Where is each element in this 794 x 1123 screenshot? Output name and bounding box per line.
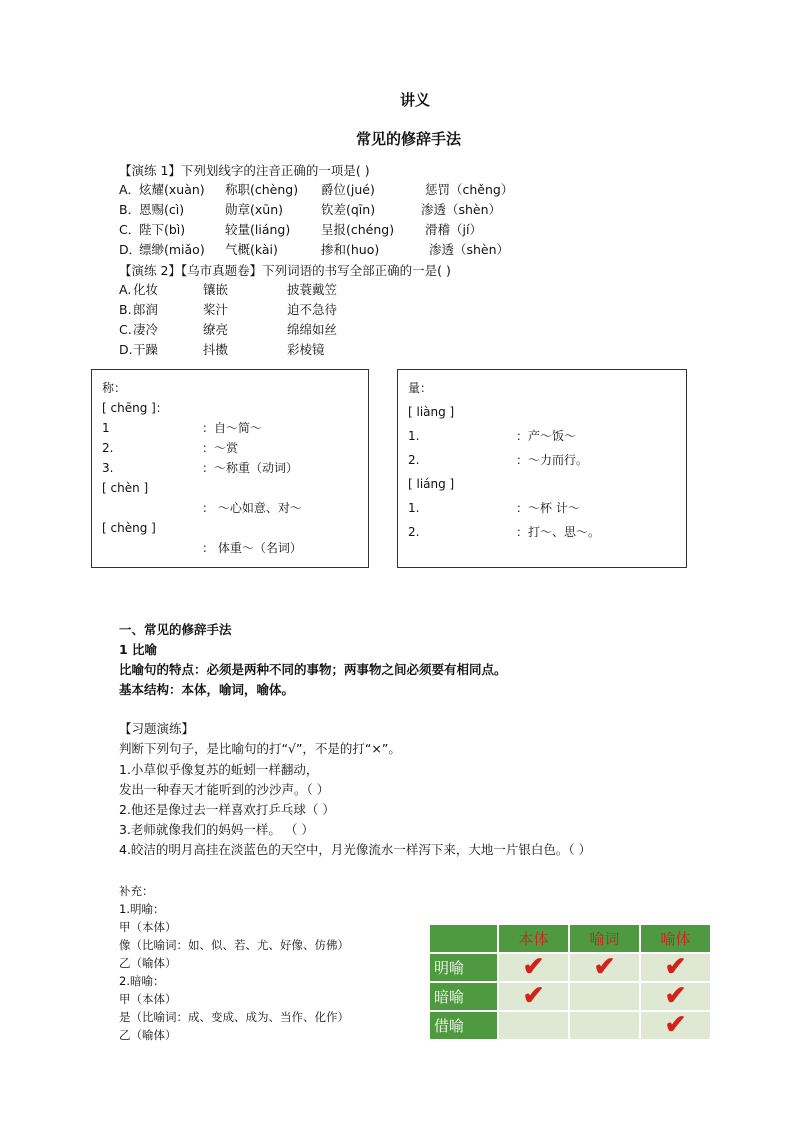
option-key: B. [119, 302, 132, 317]
check-icon: ✔ [664, 980, 687, 1011]
box-line-def: ： ～心如意、对～ [202, 501, 302, 515]
option-key: A． [119, 182, 141, 197]
option-c: 绵绵如丝 [287, 322, 338, 337]
option-key: D. [119, 342, 133, 357]
box-line-def: ：～赏 [202, 441, 239, 455]
supplement-line: 像（比喻词：如、似、若、尤、好像、仿佛） [119, 938, 349, 952]
supplement-line: 甲（本体） [119, 920, 177, 934]
row-label: 明喻 [429, 953, 498, 982]
box-line-num: 2. [408, 453, 420, 467]
ex1-prompt: 【演练 1】下列划线字的注音正确的一项是( ) [119, 163, 370, 178]
table-header-cell: 本体 [498, 924, 569, 953]
ex2-prompt: 【演练 2】【乌市真题卷】下列词语的书写全部正确的一是( ) [119, 263, 451, 278]
supplement-title: 补充： [119, 884, 154, 898]
option-c: 披蓑戴笠 [287, 282, 338, 297]
box-line-def: ：自～简～ [202, 421, 263, 435]
option-d: 渗透（shèn） [421, 202, 502, 217]
ex2-option-row [119, 320, 337, 340]
option-key: D． [119, 242, 142, 257]
option-b: 抖擞 [203, 342, 229, 357]
simile-structure: 基本结构：本体，喻词，喻体。 [119, 682, 295, 697]
option-b: 缭亮 [203, 322, 229, 337]
supplement-line: 是（比喻词：成、变成、成为、当作、化作） [119, 1010, 349, 1024]
check-icon: ✔ [522, 980, 545, 1011]
option-a: 恩赐(cì) [139, 202, 185, 217]
practice-item: 1.小草似乎像复苏的蚯蚓一样翻动， [119, 762, 319, 777]
option-a: 凄冷 [133, 322, 159, 337]
box-line-def: ：产～饭～ [516, 429, 577, 443]
option-c: 彩棱镜 [287, 342, 325, 357]
row-label: 借喻 [429, 1011, 498, 1040]
option-c: 钦差(qīn) [321, 202, 376, 217]
option-a: 干躁 [133, 342, 159, 357]
ex1-option-row [119, 220, 482, 240]
option-c: 呈报(chéng) [321, 222, 395, 237]
option-c: 迫不急待 [287, 302, 338, 317]
practice-item: 发出一种春天才能听到的沙沙声。（ ） [119, 782, 330, 797]
option-c: 爵位(jué) [321, 182, 375, 197]
row-label: 暗喻 [429, 982, 498, 1011]
simile-feature: 比喻句的特点：必须是两种不同的事物；两事物之间必须要有相同点。 [119, 662, 507, 677]
section-heading: 一、常见的修辞手法 [119, 622, 232, 637]
box-line-def: ：～力而行。 [516, 453, 589, 467]
supplement-line: 1.明喻： [119, 902, 165, 916]
practice-item: 2.他还是像过去一样喜欢打乒乓球（ ） [119, 802, 335, 817]
box-line-num: 3. [102, 461, 114, 475]
box-line: [ chèng ] [102, 521, 156, 535]
table-row [429, 982, 711, 1011]
table-row [429, 1011, 711, 1040]
option-b: 镶嵌 [203, 282, 229, 297]
check-icon: ✔ [593, 951, 616, 982]
option-d: 渗透（shèn） [429, 242, 510, 257]
page-title: 讲义 [400, 91, 431, 109]
option-key: B． [119, 202, 141, 217]
option-a: 炫耀(xuàn) [139, 182, 205, 197]
box-head: 称： [102, 381, 127, 395]
definition-box-cheng [91, 369, 369, 568]
box-line-num: 2. [408, 525, 420, 539]
table-header-cell [429, 924, 498, 953]
box-head: 量： [408, 381, 433, 395]
table-header-cell: 喻体 [640, 924, 711, 953]
supplement-line: 乙（喻体） [119, 1028, 177, 1042]
option-key: C. [119, 322, 132, 337]
option-d: 惩罚（chěng） [425, 182, 514, 197]
box-line: [ chēng ]： [102, 401, 168, 415]
option-c: 掺和(huo) [321, 242, 380, 257]
practice-item: 3.老师就像我们的妈妈一样。 （ ） [119, 822, 314, 837]
practice-instruction: 判断下列句子，是比喻句的打“√”，不是的打“×”。 [119, 741, 401, 756]
option-a: 陛下(bì) [139, 222, 186, 237]
metaphor-table [428, 923, 712, 1041]
table-row [429, 953, 711, 982]
ex2-option-row [119, 340, 325, 360]
box-line: [ chèn ] [102, 481, 149, 495]
box-line-def: ： 体重～（名词） [202, 541, 302, 555]
check-icon: ✔ [664, 1009, 687, 1040]
table-header-row [429, 924, 711, 953]
ex1-option-row [119, 240, 509, 260]
option-a: 缥缈(miǎo) [139, 242, 205, 257]
option-key: A. [119, 282, 132, 297]
definition-box-liang [397, 369, 687, 568]
ex1-option-row [119, 180, 513, 200]
practice-title: 【习题演练】 [119, 721, 195, 736]
box-line: [ liáng ] [408, 477, 455, 491]
box-line-def: ：～称重（动词） [202, 461, 299, 475]
ex2-option-row [119, 280, 337, 300]
option-a: 郎润 [133, 302, 159, 317]
practice-item: 4.皎洁的明月高挂在淡蓝色的天空中，月光像流水一样泻下来，大地一片银白色。（ ） [119, 842, 592, 857]
box-line-def: ：～杯 计～ [516, 501, 580, 515]
supplement-line: 乙（喻体） [119, 956, 177, 970]
option-b: 勋章(xūn) [225, 202, 283, 217]
option-b: 桨汁 [203, 302, 229, 317]
supplement-line: 2.暗喻： [119, 974, 165, 988]
page-subtitle: 常见的修辞手法 [356, 130, 462, 148]
option-a: 化妆 [133, 282, 159, 297]
option-d: 滑稽（jí） [425, 222, 482, 237]
option-b: 称职(chèng) [225, 182, 299, 197]
box-line-num: 1 [102, 421, 110, 435]
box-line-num: 1. [408, 429, 420, 443]
box-line-num: 1. [408, 501, 420, 515]
section-subheading: 1 比喻 [119, 642, 158, 657]
check-icon: ✔ [664, 951, 687, 982]
ex1-option-row [119, 200, 501, 220]
box-line: [ liàng ] [408, 405, 455, 419]
box-line-num: 2. [102, 441, 114, 455]
check-icon: ✔ [522, 951, 545, 982]
option-key: C． [119, 222, 141, 237]
ex2-option-row [119, 300, 337, 320]
table-header-cell: 喻词 [569, 924, 640, 953]
supplement-line: 甲（本体） [119, 992, 177, 1006]
option-b: 较量(liáng) [225, 222, 291, 237]
box-line-def: ：打～、思～。 [516, 525, 601, 539]
option-b: 气概(kài) [225, 242, 278, 257]
